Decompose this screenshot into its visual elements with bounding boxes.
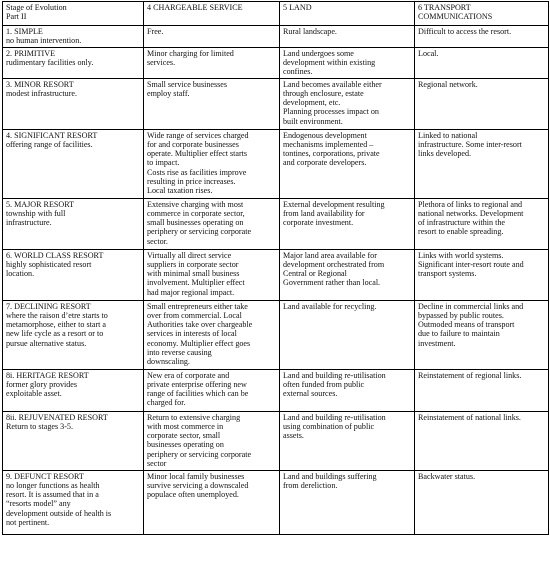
table-row-defunct-resort [3, 470, 549, 534]
cell-chargeable-service [144, 369, 280, 411]
cell-line: Reinstatement of national links. [418, 412, 521, 422]
header-line: 6 TRANSPORT [418, 3, 471, 12]
cell-line: links developed. [418, 149, 472, 159]
table-row-simple [3, 26, 549, 48]
cell-line: range of facilities which can be [147, 389, 249, 399]
cell-land [280, 369, 415, 411]
cell-line: over from commercial. Local [147, 310, 242, 320]
cell-line: using combination of public [283, 421, 375, 431]
cell-line: corporate sector, small [147, 431, 221, 441]
table-row-significant-resort [3, 129, 549, 198]
cell-line: transport systems. [418, 269, 477, 279]
cell-line: assets. [283, 431, 304, 441]
cell-line: businesses operating on [147, 440, 224, 450]
cell-line: Authorities take over chargeable [147, 320, 253, 330]
cell-line: charged for. [147, 398, 186, 408]
cell-stage [3, 47, 144, 78]
cell-chargeable-service [144, 78, 280, 129]
cell-line: Decline in commercial links and [418, 301, 524, 311]
cell-line: Links with world systems. [418, 250, 504, 260]
cell-line: Difficult to access the resort. [418, 27, 512, 36]
cell-transport [415, 411, 549, 470]
cell-line: metamorphose, either to start a [6, 320, 107, 330]
header-line: COMMUNICATIONS [418, 12, 493, 22]
cell-stage [3, 78, 144, 129]
header-line: Stage of Evolution [6, 3, 67, 12]
cell-chargeable-service [144, 470, 280, 534]
cell-land [280, 411, 415, 470]
cell-stage [3, 411, 144, 470]
cell-line: with most commerce in [147, 421, 224, 431]
cell-line: commerce in corporate sector, [147, 208, 245, 218]
table-row-primitive [3, 47, 549, 78]
header-line: Part II [6, 12, 27, 22]
cell-line: exploitable asset. [6, 389, 62, 399]
cell-stage [3, 249, 144, 300]
cell-land [280, 26, 415, 48]
cell-line: Land and buildings suffering [283, 471, 377, 481]
cell-transport [415, 249, 549, 300]
cell-line: no human intervention. [6, 36, 82, 46]
cell-line: Land and building re-utilisation [283, 412, 386, 422]
cell-line: Backwater status. [418, 471, 476, 481]
cell-chargeable-service [144, 249, 280, 300]
cell-transport [415, 26, 549, 48]
cell-line: often funded from public [283, 379, 365, 389]
cell-line: Reinstatement of regional links. [418, 370, 522, 380]
cell-line: Government rather than local. [283, 278, 381, 288]
cell-line: sector [147, 459, 167, 469]
header-stage-of-evolution [3, 2, 144, 26]
cell-line: small businesses operating on [147, 218, 244, 228]
cell-line: confines. [283, 67, 313, 77]
cell-line: Return to stages 3-5. [6, 421, 73, 431]
cell-line: of infrastructure within the [418, 218, 505, 228]
cell-transport [415, 470, 549, 534]
cell-land [280, 470, 415, 534]
cell-line: Linked to national [418, 130, 478, 140]
cell-line: New era of corporate and [147, 370, 230, 380]
cell-line: Major land area available for [283, 250, 377, 260]
cell-line: former glory provides [6, 379, 78, 389]
header-line: 4 CHARGEABLE SERVICE [147, 3, 243, 12]
cell-line: Land undergoes some [283, 48, 354, 58]
cell-line: Local taxation rises. [147, 186, 213, 196]
table-row-minor-resort [3, 78, 549, 129]
cell-line: Endogenous development [283, 130, 367, 140]
cell-line: external sources. [283, 389, 338, 399]
cell-line: 8ii. REJUVENATED RESORT [6, 412, 108, 422]
cell-line: infrastructure. [6, 218, 52, 228]
cell-line: built environment. [283, 116, 343, 126]
cell-land [280, 47, 415, 78]
cell-line: 2. PRIMITIVE [6, 48, 56, 58]
cell-line: development outside of health is [6, 508, 112, 518]
cell-line: External development resulting [283, 199, 385, 209]
table-row-world-class-resort [3, 249, 549, 300]
cell-stage [3, 470, 144, 534]
cell-chargeable-service [144, 26, 280, 48]
cell-line: Rural landscape. [283, 27, 337, 36]
cell-line: Small entrepreneurs either take [147, 301, 248, 311]
header-transport-communications [415, 2, 549, 26]
cell-line: Local. [418, 48, 439, 58]
cell-line: modest infrastructure. [6, 88, 78, 98]
cell-line: Central or Regional [283, 269, 347, 279]
cell-line: Costs rise as facilities improve [147, 167, 247, 177]
cell-line: populace often unemployed. [147, 490, 239, 500]
cell-land [280, 129, 415, 198]
cell-line: had major regional impact. [147, 287, 235, 297]
table-row-rejuvenated-resort [3, 411, 549, 470]
cell-line: for and corporate businesses [147, 139, 239, 149]
table-row-heritage-resort [3, 369, 549, 411]
cell-chargeable-service [144, 411, 280, 470]
header-line: 5 LAND [283, 3, 312, 12]
cell-line: where the raison d’etre starts to [6, 310, 108, 320]
cell-line: resulting in price increases. [147, 177, 236, 187]
cell-chargeable-service [144, 198, 280, 249]
cell-line: Planning processes impact on [283, 107, 379, 117]
cell-line: survive servicing a downscaled [147, 480, 249, 490]
cell-line: 9. DEFUNCT RESORT [6, 471, 84, 481]
cell-line: Free. [147, 27, 164, 36]
cell-line: suppliers in corporate sector [147, 259, 239, 269]
cell-line: Small service businesses [147, 79, 228, 89]
cell-line: development orchestrated from [283, 259, 385, 269]
cell-line: investment. [418, 338, 456, 348]
cell-chargeable-service [144, 300, 280, 369]
cell-line: downscaling. [147, 357, 190, 367]
cell-line: resort to enable spreading. [418, 227, 504, 237]
cell-line: from land availability for [283, 208, 365, 218]
cell-line: pursue alternative status. [6, 338, 87, 348]
cell-line: Regional network. [418, 79, 478, 89]
cell-line: national networks. Development [418, 208, 524, 218]
cell-line: 7. DECLINING RESORT [6, 301, 91, 311]
cell-line: development within existing [283, 57, 376, 67]
cell-line: Minor local family businesses [147, 471, 245, 481]
cell-transport [415, 129, 549, 198]
cell-line: tontines, corporations, private [283, 149, 380, 159]
cell-line: Land available for recycling. [283, 301, 377, 311]
cell-chargeable-service [144, 47, 280, 78]
cell-line: services in interests of local [147, 329, 237, 339]
cell-line: offering range of facilities. [6, 139, 93, 149]
cell-line: private enterprise offering new [147, 379, 247, 389]
cell-line: resort. It is assumed that in a [6, 490, 99, 500]
cell-line: corporate investment. [283, 218, 354, 228]
cell-line: Land and building re-utilisation [283, 370, 386, 380]
cell-stage [3, 198, 144, 249]
cell-line: “resorts model” any [6, 499, 71, 509]
cell-line: and corporate developers. [283, 158, 367, 168]
cell-line: Minor charging for limited [147, 48, 234, 58]
cell-line: 8i. HERITAGE RESORT [6, 370, 89, 380]
cell-transport [415, 300, 549, 369]
cell-line: employ staff. [147, 88, 190, 98]
cell-line: bypassed by public routes. [418, 310, 504, 320]
cell-stage [3, 369, 144, 411]
header-land [280, 2, 415, 26]
cell-line: services. [147, 57, 176, 67]
cell-line: Plethora of links to regional and [418, 199, 523, 209]
cell-line: sector. [147, 236, 168, 246]
cell-line: development, etc. [283, 98, 341, 108]
cell-line: periphery or servicing corporate [147, 227, 252, 237]
cell-line: periphery or servicing corporate [147, 449, 252, 459]
cell-line: Significant inter-resort route and [418, 259, 524, 269]
cell-line: Land becomes available either [283, 79, 382, 89]
cell-line: through enclosure, estate [283, 88, 364, 98]
cell-line: due to failure to maintain [418, 329, 500, 339]
resort-evolution-table [2, 1, 549, 535]
cell-line: Return to extensive charging [147, 412, 241, 422]
cell-line: rudimentary facilities only. [6, 57, 94, 67]
cell-land [280, 78, 415, 129]
cell-stage [3, 300, 144, 369]
cell-stage [3, 129, 144, 198]
cell-line: highly sophisticated resort [6, 259, 92, 269]
cell-line: location. [6, 269, 35, 279]
cell-land [280, 300, 415, 369]
cell-line: operate. Multiplier effect starts [147, 149, 248, 159]
cell-line: 5. MAJOR RESORT [6, 199, 75, 209]
cell-stage [3, 26, 144, 48]
cell-line: township with full [6, 208, 66, 218]
cell-transport [415, 369, 549, 411]
cell-line: to impact. [147, 158, 180, 168]
cell-transport [415, 198, 549, 249]
cell-line: 3. MINOR RESORT [6, 79, 74, 89]
header-row [3, 2, 549, 26]
cell-line: no longer functions as health [6, 480, 100, 490]
cell-line: Wide range of services charged [147, 130, 249, 140]
cell-line: 6. WORLD CLASS RESORT [6, 250, 104, 260]
cell-line: Virtually all direct service [147, 250, 232, 260]
cell-line: with minimal small business [147, 269, 240, 279]
cell-line: new life cycle as a resort or to [6, 329, 104, 339]
cell-line: Outmoded means of transport [418, 320, 515, 330]
cell-transport [415, 78, 549, 129]
table-row-declining-resort [3, 300, 549, 369]
header-chargeable-service [144, 2, 280, 26]
cell-land [280, 198, 415, 249]
table-row-major-resort [3, 198, 549, 249]
cell-transport [415, 47, 549, 78]
cell-line: into reverse causing [147, 348, 212, 358]
cell-chargeable-service [144, 129, 280, 198]
cell-line: 1. SIMPLE [6, 27, 43, 36]
cell-line: Extensive charging with most [147, 199, 244, 209]
cell-line: infrastructure. Some inter-resort [418, 139, 522, 149]
cell-line: economy. Multiplier effect goes [147, 338, 251, 348]
cell-line: from dereliction. [283, 480, 338, 490]
cell-land [280, 249, 415, 300]
cell-line: mechanisms implemented – [283, 139, 374, 149]
cell-line: involvement. Multiplier effect [147, 278, 245, 288]
cell-line: not pertinent. [6, 518, 50, 528]
cell-line: 4. SIGNIFICANT RESORT [6, 130, 98, 140]
